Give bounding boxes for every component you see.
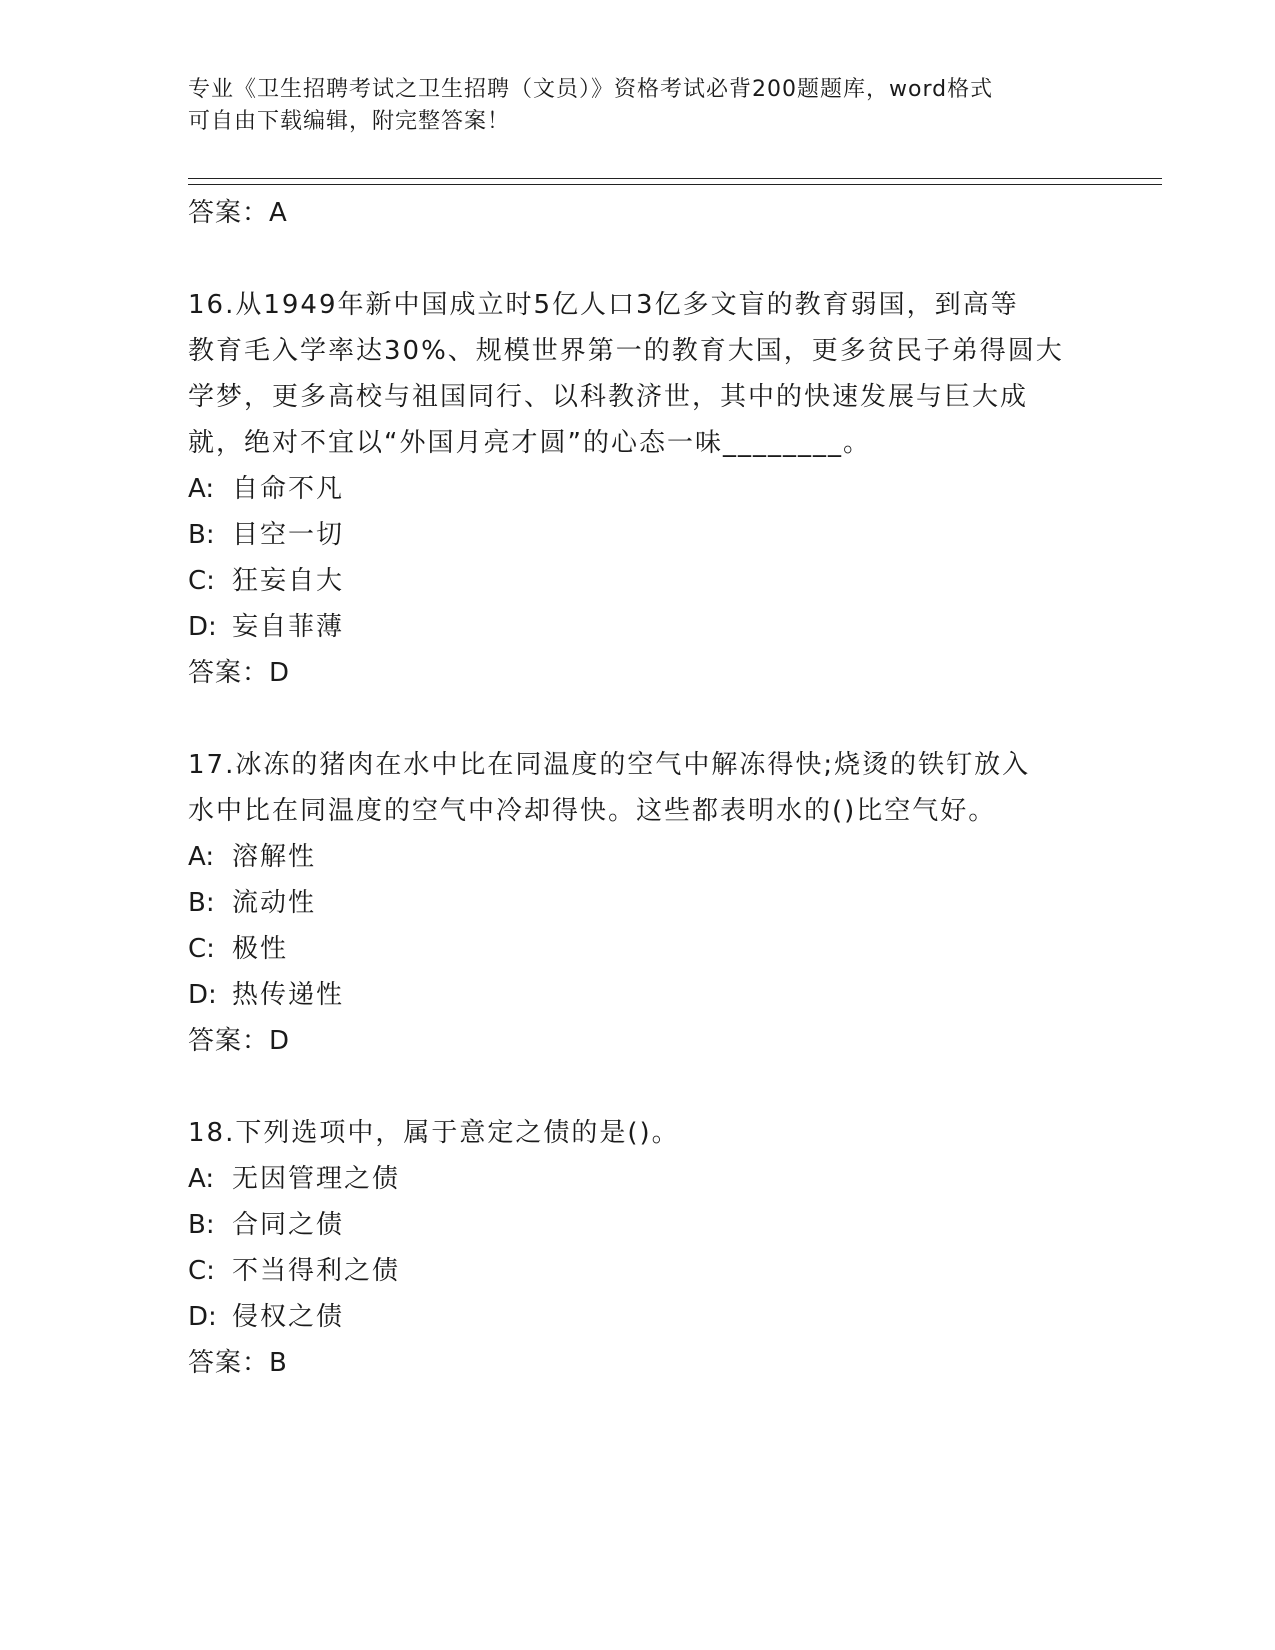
option-key: A: <box>188 1164 215 1194</box>
option-text: 流动性 <box>232 888 317 918</box>
option-key: A: <box>188 474 215 504</box>
question-17 <box>188 742 1088 1064</box>
option-key: C: <box>188 934 215 964</box>
header-line-2: 可自由下载编辑，附完整答案！ <box>188 109 511 134</box>
option-text: 溶解性 <box>232 842 317 872</box>
header-divider-second <box>188 184 1162 185</box>
option-text: 妄自菲薄 <box>232 612 345 642</box>
header-divider <box>188 178 1162 179</box>
option-key: B: <box>188 1210 215 1240</box>
option-a <box>188 834 1088 880</box>
question-stem-line: 就，绝对不宜以“外国月亮才圆”的心态一味________。 <box>188 428 871 458</box>
header-line-1: 专业《卫生招聘考试之卫生招聘（文员）》资格考试必背200题题库，word格式 <box>188 77 994 102</box>
option-b <box>188 880 1088 926</box>
option-key: A: <box>188 842 215 872</box>
option-key: B: <box>188 888 215 918</box>
question-stem-line: 教育毛入学率达30%、规模世界第一的教育大国，更多贫民子弟得圆大 <box>188 336 1064 366</box>
option-b <box>188 1202 1088 1248</box>
option-text: 热传递性 <box>232 980 345 1010</box>
option-key: D: <box>188 980 217 1010</box>
option-a <box>188 466 1088 512</box>
option-text: 极性 <box>232 934 289 964</box>
option-b <box>188 512 1088 558</box>
option-text: 目空一切 <box>232 520 345 550</box>
option-text: 狂妄自大 <box>232 566 345 596</box>
option-key: C: <box>188 1256 215 1286</box>
question-stem-line: 18.下列选项中，属于意定之债的是()。 <box>188 1118 680 1148</box>
option-text: 不当得利之债 <box>232 1256 401 1286</box>
option-c <box>188 558 1088 604</box>
question-answer: 答案：D <box>188 658 291 688</box>
question-18 <box>188 1110 1088 1386</box>
option-key: C: <box>188 566 215 596</box>
option-text: 侵权之债 <box>232 1302 345 1332</box>
option-d <box>188 1294 1088 1340</box>
option-key: D: <box>188 1302 217 1332</box>
option-key: B: <box>188 520 215 550</box>
question-stem-line: 16.从1949年新中国成立时5亿人口3亿多文盲的教育弱国，到高等 <box>188 290 1019 320</box>
question-answer: 答案：D <box>188 1026 291 1056</box>
option-a <box>188 1156 1088 1202</box>
question-stem-line: 17.冰冻的猪肉在水中比在同温度的空气中解冻得快;烧烫的铁钉放入 <box>188 750 1031 780</box>
option-key: D: <box>188 612 217 642</box>
question-stem-line: 水中比在同温度的空气中冷却得快。这些都表明水的()比空气好。 <box>188 796 997 826</box>
option-d <box>188 972 1088 1018</box>
option-d <box>188 604 1088 650</box>
option-text: 合同之债 <box>232 1210 345 1240</box>
question-stem-line: 学梦，更多高校与祖国同行、以科教济世，其中的快速发展与巨大成 <box>188 382 1029 412</box>
question-list <box>188 190 1088 1386</box>
option-c <box>188 1248 1088 1294</box>
option-c <box>188 926 1088 972</box>
previous-answer: 答案：A <box>188 198 288 228</box>
option-text: 自命不凡 <box>232 474 345 504</box>
document-header <box>188 74 1088 138</box>
option-text: 无因管理之债 <box>232 1164 401 1194</box>
question-answer: 答案：B <box>188 1348 288 1378</box>
question-16 <box>188 282 1088 696</box>
